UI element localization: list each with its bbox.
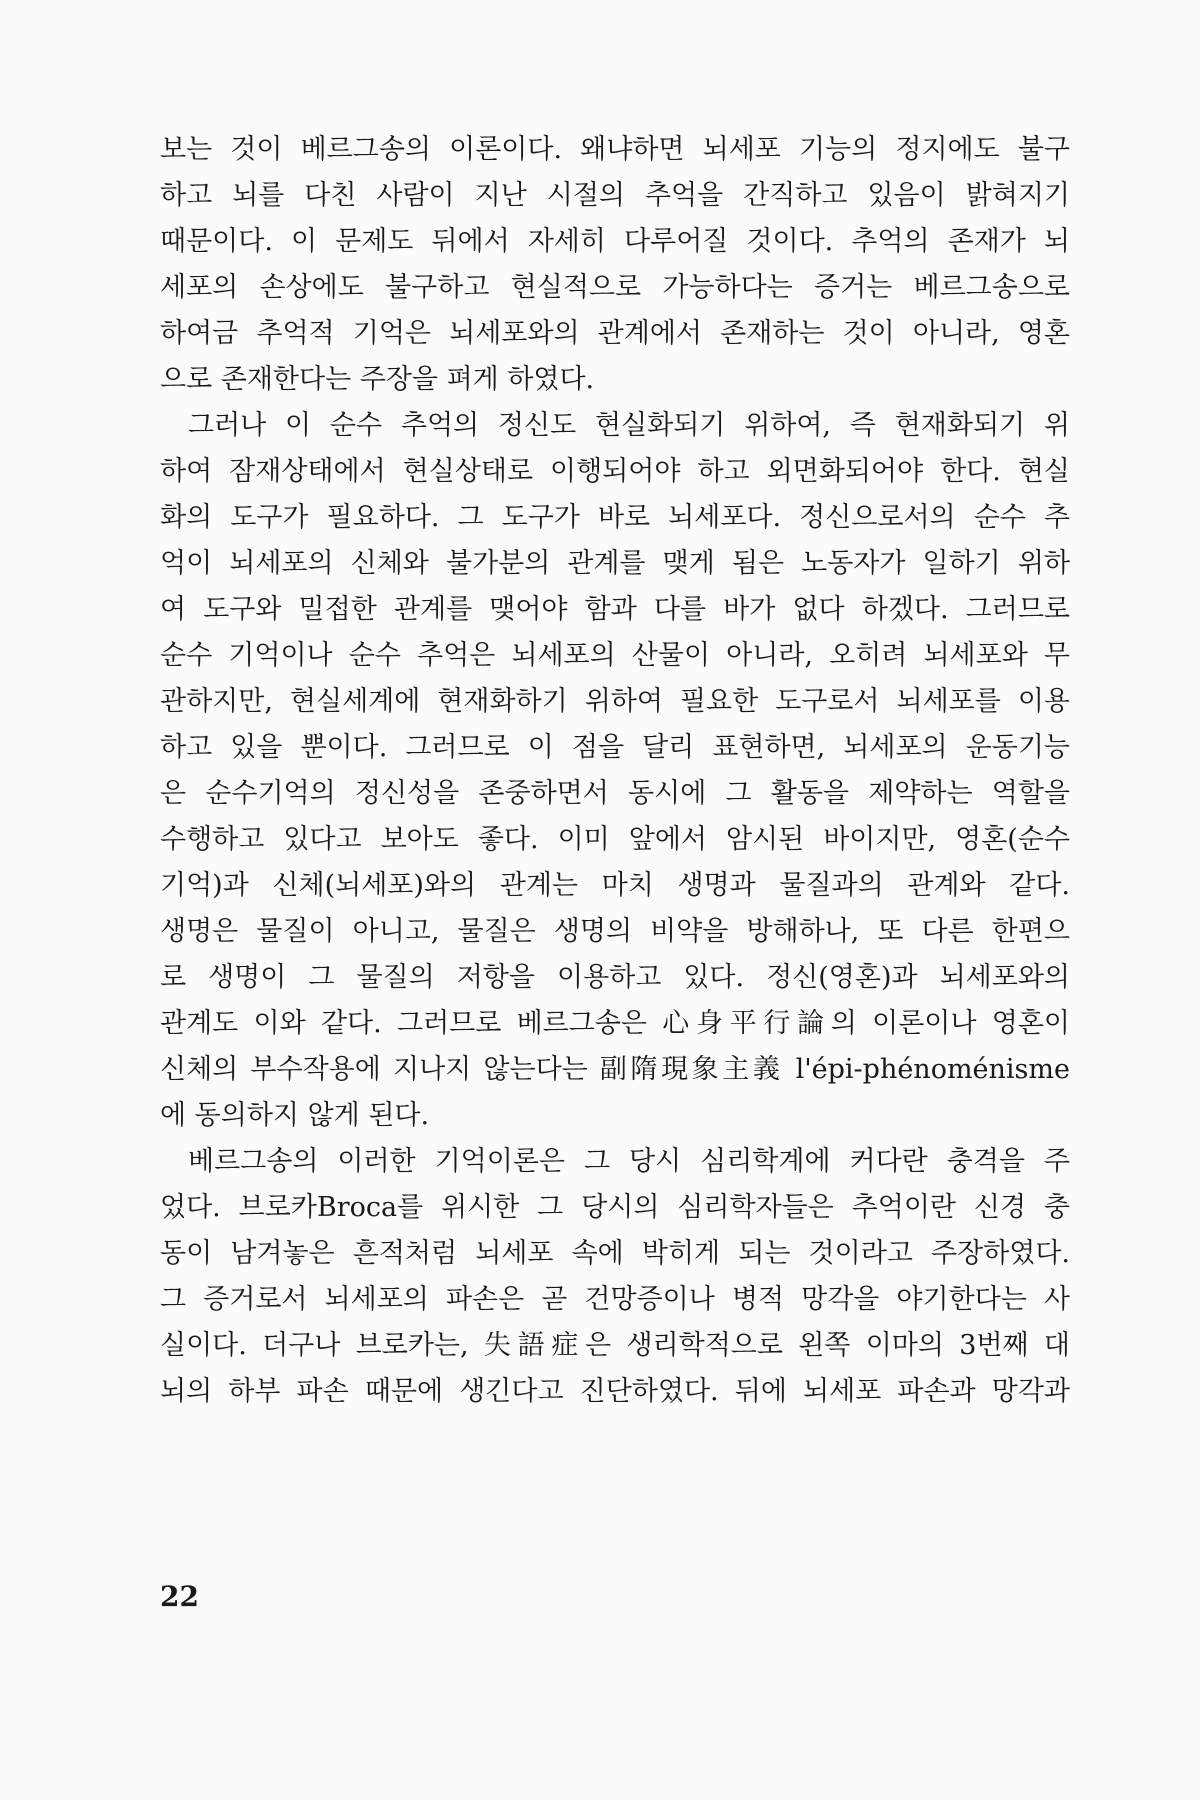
text-line: 뇌의 하부 파손 때문에 생긴다고 진단하였다. 뒤에 뇌세포 파손과 망각과 [160,1376,1070,1407]
text-line: 기억)과 신체(뇌세포)와의 관계는 마치 생명과 물질과의 관계와 같다. [160,870,1070,901]
text-line: 었다. 브로카Broca를 위시한 그 당시의 심리학자들은 추억이란 신경 충 [160,1192,1070,1223]
text-line: 그 증거로서 뇌세포의 파손은 곧 건망증이나 병적 망각을 야기한다는 사 [160,1284,1070,1315]
text-line: 에 동의하지 않게 된다. [160,1100,430,1131]
text-line: 때문이다. 이 문제도 뒤에서 자세히 다루어질 것이다. 추억의 존재가 뇌 [160,226,1070,257]
text-line: 관하지만, 현실세계에 현재화하기 위하여 필요한 도구로서 뇌세포를 이용 [160,686,1070,717]
text-line: 신체의 부수작용에 지나지 않는다는 副隋現象主義 l'épi-phénoménisme [160,1054,1070,1085]
text-line: 보는 것이 베르그송의 이론이다. 왜냐하면 뇌세포 기능의 정지에도 불구 [160,134,1070,165]
text-line: 베르그송의 이러한 기억이론은 그 당시 심리학계에 커다란 충격을 주 [188,1146,1070,1177]
text-line: 세포의 손상에도 불구하고 현실적으로 가능하다는 증거는 베르그송으로 [160,272,1070,303]
text-line: 하고 뇌를 다친 사람이 지난 시절의 추억을 간직하고 있음이 밝혀지기 [160,180,1070,211]
text-line: 그러나 이 순수 추억의 정신도 현실화되기 위하여, 즉 현재화되기 위 [188,410,1070,441]
text-line: 으로 존재한다는 주장을 펴게 하였다. [160,364,595,395]
page-number: 22 [160,1580,199,1613]
text-line: 하고 있을 뿐이다. 그러므로 이 점을 달리 표현하면, 뇌세포의 운동기능 [160,732,1070,763]
text-line: 하여 잠재상태에서 현실상태로 이행되어야 하고 외면화되어야 한다. 현실 [160,456,1070,487]
text-line: 화의 도구가 필요하다. 그 도구가 바로 뇌세포다. 정신으로서의 순수 추 [160,502,1070,533]
text-line: 여 도구와 밀접한 관계를 맺어야 함과 다를 바가 없다 하겠다. 그러므로 [160,594,1070,625]
text-line: 순수 기억이나 순수 추억은 뇌세포의 산물이 아니라, 오히려 뇌세포와 무 [160,640,1070,671]
text-line: 관계도 이와 같다. 그러므로 베르그송은 心身平行論의 이론이나 영혼이 [160,1008,1070,1039]
text-line: 은 순수기억의 정신성을 존중하면서 동시에 그 활동을 제약하는 역할을 [160,778,1070,809]
text-line: 억이 뇌세포의 신체와 불가분의 관계를 맺게 됨은 노동자가 일하기 위하 [160,548,1070,579]
text-line: 수행하고 있다고 보아도 좋다. 이미 앞에서 암시된 바이지만, 영혼(순수 [160,824,1070,855]
text-line: 로 생명이 그 물질의 저항을 이용하고 있다. 정신(영혼)과 뇌세포와의 [160,962,1070,993]
text-line: 실이다. 더구나 브로카는, 失語症은 생리학적으로 왼쪽 이마의 3번째 대 [160,1330,1070,1361]
text-line: 생명은 물질이 아니고, 물질은 생명의 비약을 방해하나, 또 다른 한편으 [160,916,1070,947]
text-line: 하여금 추억적 기억은 뇌세포와의 관계에서 존재하는 것이 아니라, 영혼 [160,318,1070,349]
text-line: 동이 남겨놓은 흔적처럼 뇌세포 속에 박히게 되는 것이라고 주장하였다. [160,1238,1070,1269]
